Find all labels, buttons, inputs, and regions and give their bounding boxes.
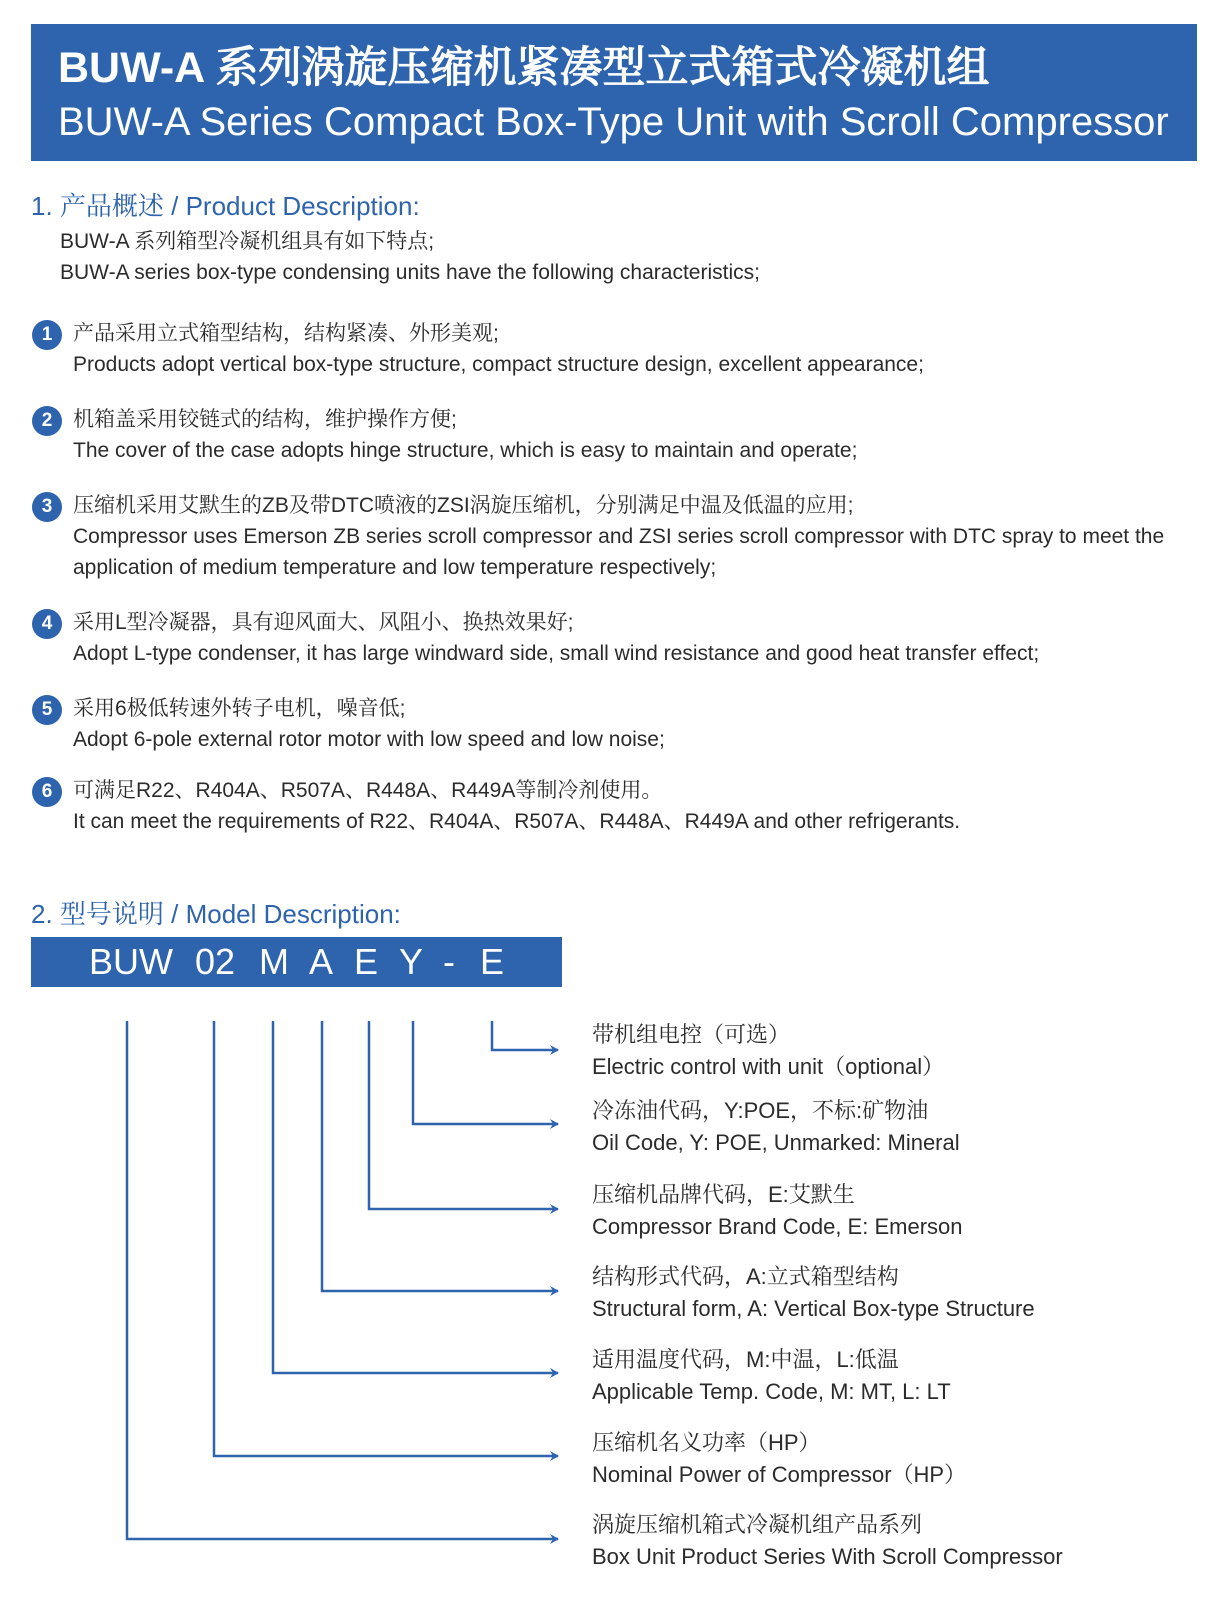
feature-en: Adopt 6-pole external rotor motor with low speed and low noise; xyxy=(73,728,665,751)
model-desc-zh: 适用温度代码，M:中温，L:低温 xyxy=(592,1347,899,1372)
model-desc-en: Applicable Temp. Code, M: MT, L: LT xyxy=(592,1379,951,1404)
intro-zh: BUW-A 系列箱型冷凝机组具有如下特点; xyxy=(60,230,435,253)
feature-zh: 采用L型冷凝器，具有迎风面大、风阻小、换热效果好; xyxy=(73,611,574,634)
model-desc-item xyxy=(592,1344,951,1408)
feature-number-badge: 1 xyxy=(32,320,62,350)
model-desc-en: Structural form, A: Vertical Box-type Structure xyxy=(592,1296,1035,1321)
model-desc-item xyxy=(592,1509,1063,1573)
feature-number-badge: 2 xyxy=(32,406,62,436)
title-en: BUW-A Series Compact Box-Type Unit with Scroll Compressor xyxy=(58,100,1169,144)
feature-zh: 机箱盖采用铰链式的结构，维护操作方便; xyxy=(73,408,457,431)
feature-en: It can meet the requirements of R22、R404A、R507A、R448A、R449A and other refrigerants. xyxy=(73,810,961,833)
model-desc-en: Electric control with unit（optional） xyxy=(592,1054,945,1079)
intro-en: BUW-A series box-type condensing units have the following characteristics; xyxy=(60,261,760,284)
feature-en: Products adopt vertical box-type structure, compact structure design, excellent appearance; xyxy=(73,353,924,376)
model-desc-en: Oil Code, Y: POE, Unmarked: Mineral xyxy=(592,1130,960,1155)
model-desc-zh: 结构形式代码，A:立式箱型结构 xyxy=(592,1264,899,1289)
model-code-part: A xyxy=(308,941,334,982)
feature-en: Adopt L-type condenser, it has large windward side, small wind resistance and good heat transfer effect; xyxy=(73,642,1040,665)
feature-number-badge: 4 xyxy=(32,609,62,639)
model-desc-zh: 涡旋压缩机箱式冷凝机组产品系列 xyxy=(592,1512,923,1537)
connector-line xyxy=(273,1021,558,1373)
model-code-part: BUW xyxy=(89,941,173,982)
model-code-part: E xyxy=(479,941,505,982)
model-desc-item xyxy=(592,1427,966,1491)
model-code-part: M xyxy=(259,941,289,982)
feature-zh: 产品采用立式箱型结构，结构紧凑、外形美观; xyxy=(73,322,499,345)
feature-en: The cover of the case adopts hinge structure, which is easy to maintain and operate; xyxy=(73,439,858,462)
model-desc-zh: 压缩机名义功率（HP） xyxy=(592,1430,821,1455)
connector-line xyxy=(413,1021,558,1124)
model-desc-zh: 带机组电控（可选） xyxy=(592,1022,791,1047)
feature-number-badge: 6 xyxy=(32,777,62,807)
connector-line xyxy=(127,1021,558,1539)
model-desc-item xyxy=(592,1261,1035,1325)
feature-zh: 可满足R22、R404A、R507A、R448A、R449A等制冷剂使用。 xyxy=(73,779,663,802)
model-desc-item xyxy=(592,1095,960,1159)
model-code-part: E xyxy=(353,941,379,982)
model-desc-item xyxy=(592,1019,944,1083)
model-desc-item xyxy=(592,1179,963,1243)
model-code-part: - xyxy=(443,941,455,982)
connector-line xyxy=(492,1021,558,1050)
model-code-part: Y xyxy=(398,941,424,982)
feature-zh: 压缩机采用艾默生的ZB及带DTC喷液的ZSI涡旋压缩机，分别满足中温及低温的应用; xyxy=(73,494,854,517)
connector-line xyxy=(214,1021,558,1456)
model-description-heading: 2. 型号说明 / Model Description: xyxy=(31,899,401,929)
model-desc-en: Nominal Power of Compressor（HP） xyxy=(592,1462,967,1487)
feature-zh: 采用6极低转速外转子电机，噪音低; xyxy=(73,697,406,720)
feature-number-badge: 5 xyxy=(32,695,62,725)
model-desc-zh: 冷冻油代码，Y:POE，不标:矿物油 xyxy=(592,1098,929,1123)
model-desc-zh: 压缩机品牌代码，E:艾默生 xyxy=(592,1182,855,1207)
feature-number-badge: 3 xyxy=(32,492,62,522)
product-description-heading: 1. 产品概述 / Product Description: xyxy=(31,191,420,221)
feature-en: Compressor uses Emerson ZB series scroll compressor and ZSI series scroll compressor with DTC spray to meet the application of medium temperature and low temperature respectively; xyxy=(73,525,1165,579)
connector-line xyxy=(322,1021,558,1291)
model-code-part: 02 xyxy=(194,941,236,982)
title-zh: BUW-A 系列涡旋压缩机紧凑型立式箱式冷凝机组 xyxy=(58,44,990,92)
model-desc-en: Compressor Brand Code, E: Emerson xyxy=(592,1214,963,1239)
model-desc-en: Box Unit Product Series With Scroll Compressor xyxy=(592,1544,1063,1569)
